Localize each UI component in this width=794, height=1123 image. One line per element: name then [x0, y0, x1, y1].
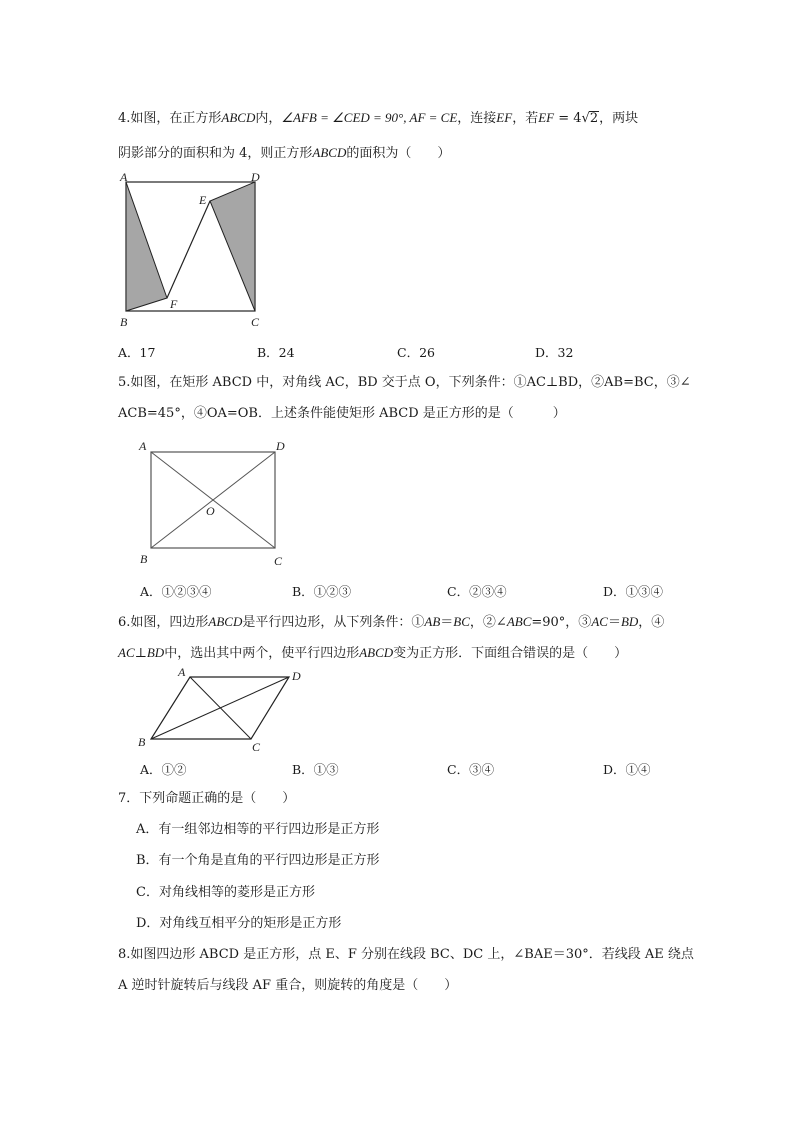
q4-line-afeb — [167, 201, 210, 298]
q6-text: ＝ — [607, 615, 621, 630]
q6-text: ABCD — [208, 614, 243, 629]
q6-text: ABCD — [359, 645, 394, 660]
q5-option-c[interactable]: C．②③④ — [447, 584, 507, 599]
q4-text: 4.如图，在正方形 — [118, 111, 222, 126]
q5-stem-line2: ACB=45°，④OA=OB．上述条件能使矩形 ABCD 是正方形的是（ ） — [118, 406, 566, 421]
q7-option-c[interactable]: C．对角线相等的菱形是正方形 — [136, 885, 315, 900]
q4-text: ABCD — [221, 110, 256, 125]
label-e: E — [199, 193, 207, 207]
q6-stem-line1 — [118, 613, 664, 632]
q7-option-b[interactable]: B．有一个角是直角的平行四边形是正方形 — [136, 853, 380, 868]
q6-text: ⊥ — [134, 646, 147, 661]
q4-text: 的面积为（ ） — [346, 146, 451, 161]
label-d: D — [251, 170, 260, 184]
q4-text: 2 — [589, 111, 599, 126]
q6-option-a[interactable]: A．①② — [140, 762, 187, 777]
q4-text: 内， — [255, 111, 282, 126]
q7-stem: 7．下列命题正确的是（ ） — [118, 791, 296, 806]
q6-text: ，④ — [638, 615, 665, 630]
q5-option-d[interactable]: D．①③④ — [603, 584, 664, 599]
q6-text: BC — [453, 614, 470, 629]
q6-text: BD — [620, 614, 639, 629]
q4-text: EF — [538, 110, 555, 125]
q6-text: ，②∠ — [469, 615, 507, 630]
q8-stem-line2: A 逆时针旋转后与线段 AF 重合，则旋转的角度是（ ） — [118, 978, 458, 993]
q6-text: 是平行四边形，从下列条件：① — [242, 615, 425, 630]
q4-shade-left — [126, 182, 167, 311]
q6-option-c[interactable]: C．③④ — [447, 762, 495, 777]
label-a: A — [120, 170, 128, 184]
q4-option-d[interactable]: D．32 — [535, 345, 574, 360]
q4-text: 阴影部分的面积和为 4，则正方形 — [118, 146, 313, 161]
q6-option-d[interactable]: D．①④ — [603, 762, 651, 777]
label-d: D — [276, 439, 285, 453]
q4-text: ，连接 — [457, 111, 497, 126]
q8-stem-line1: 8.如图四边形 ABCD 是正方形，点 E、F 分别在线段 BC、DC 上，∠BAE＝30°．若线段 AE 绕点 — [118, 947, 694, 962]
label-o: O — [206, 504, 215, 518]
q4-option-c[interactable]: C．26 — [397, 345, 435, 360]
q6-figure — [135, 666, 315, 756]
q7-option-d[interactable]: D．对角线互相平分的矩形是正方形 — [136, 916, 342, 931]
q6-text: AC — [118, 645, 135, 660]
q4-text: = 4 — [554, 111, 582, 126]
q6-diagonal-bd — [151, 677, 289, 739]
q6-text: 变为正方形．下面组合错误的是（ ） — [393, 646, 628, 661]
q6-text: =90°，③ — [531, 615, 592, 630]
q6-option-b[interactable]: B．①③ — [292, 762, 339, 777]
q7-option-a[interactable]: A．有一组邻边相等的平行四边形是正方形 — [136, 822, 380, 837]
q5-option-a[interactable]: A．①②③④ — [140, 584, 212, 599]
q6-text: ABC — [506, 614, 532, 629]
q4-text: ABCD — [312, 145, 347, 160]
q4-text: ∠AFB = ∠CED = 90°, AF = CE — [281, 110, 458, 125]
label-c: C — [251, 315, 260, 329]
q6-text: ＝ — [440, 615, 454, 630]
label-b: B — [140, 552, 148, 566]
q4-shade-right — [210, 182, 255, 311]
q4-figure — [115, 170, 275, 330]
label-d: D — [292, 669, 301, 683]
q4-text: ，若 — [512, 111, 539, 126]
q6-text: AB — [424, 614, 441, 629]
q4-stem-line1 — [118, 109, 638, 128]
label-b: B — [138, 735, 146, 749]
sqrt-symbol: √ — [581, 111, 590, 126]
label-f: F — [170, 297, 178, 311]
q6-text: 6.如图，四边形 — [118, 615, 209, 630]
q6-stem-line2 — [118, 644, 627, 663]
q4-option-b[interactable]: B．24 — [257, 345, 295, 360]
q6-text: AC — [591, 614, 608, 629]
q4-option-a[interactable]: A．17 — [118, 345, 156, 360]
q4-stem-line2 — [118, 144, 450, 163]
q6-text: BD — [146, 645, 165, 660]
label-c: C — [274, 554, 283, 568]
q6-text: 中，选出其中两个，使平行四边形 — [164, 646, 360, 661]
q5-stem-line1: 5.如图，在矩形 ABCD 中，对角线 AC，BD 交于点 O，下列条件：①AC⊥BD，②AB=BC，③∠ — [118, 375, 691, 390]
q5-option-b[interactable]: B．①②③ — [292, 584, 352, 599]
label-a: A — [178, 665, 186, 679]
label-c: C — [252, 740, 261, 754]
q4-text: ，两块 — [599, 111, 639, 126]
label-a: A — [139, 439, 147, 453]
q5-figure — [138, 438, 298, 573]
label-b: B — [120, 315, 128, 329]
q4-text: EF — [496, 110, 513, 125]
